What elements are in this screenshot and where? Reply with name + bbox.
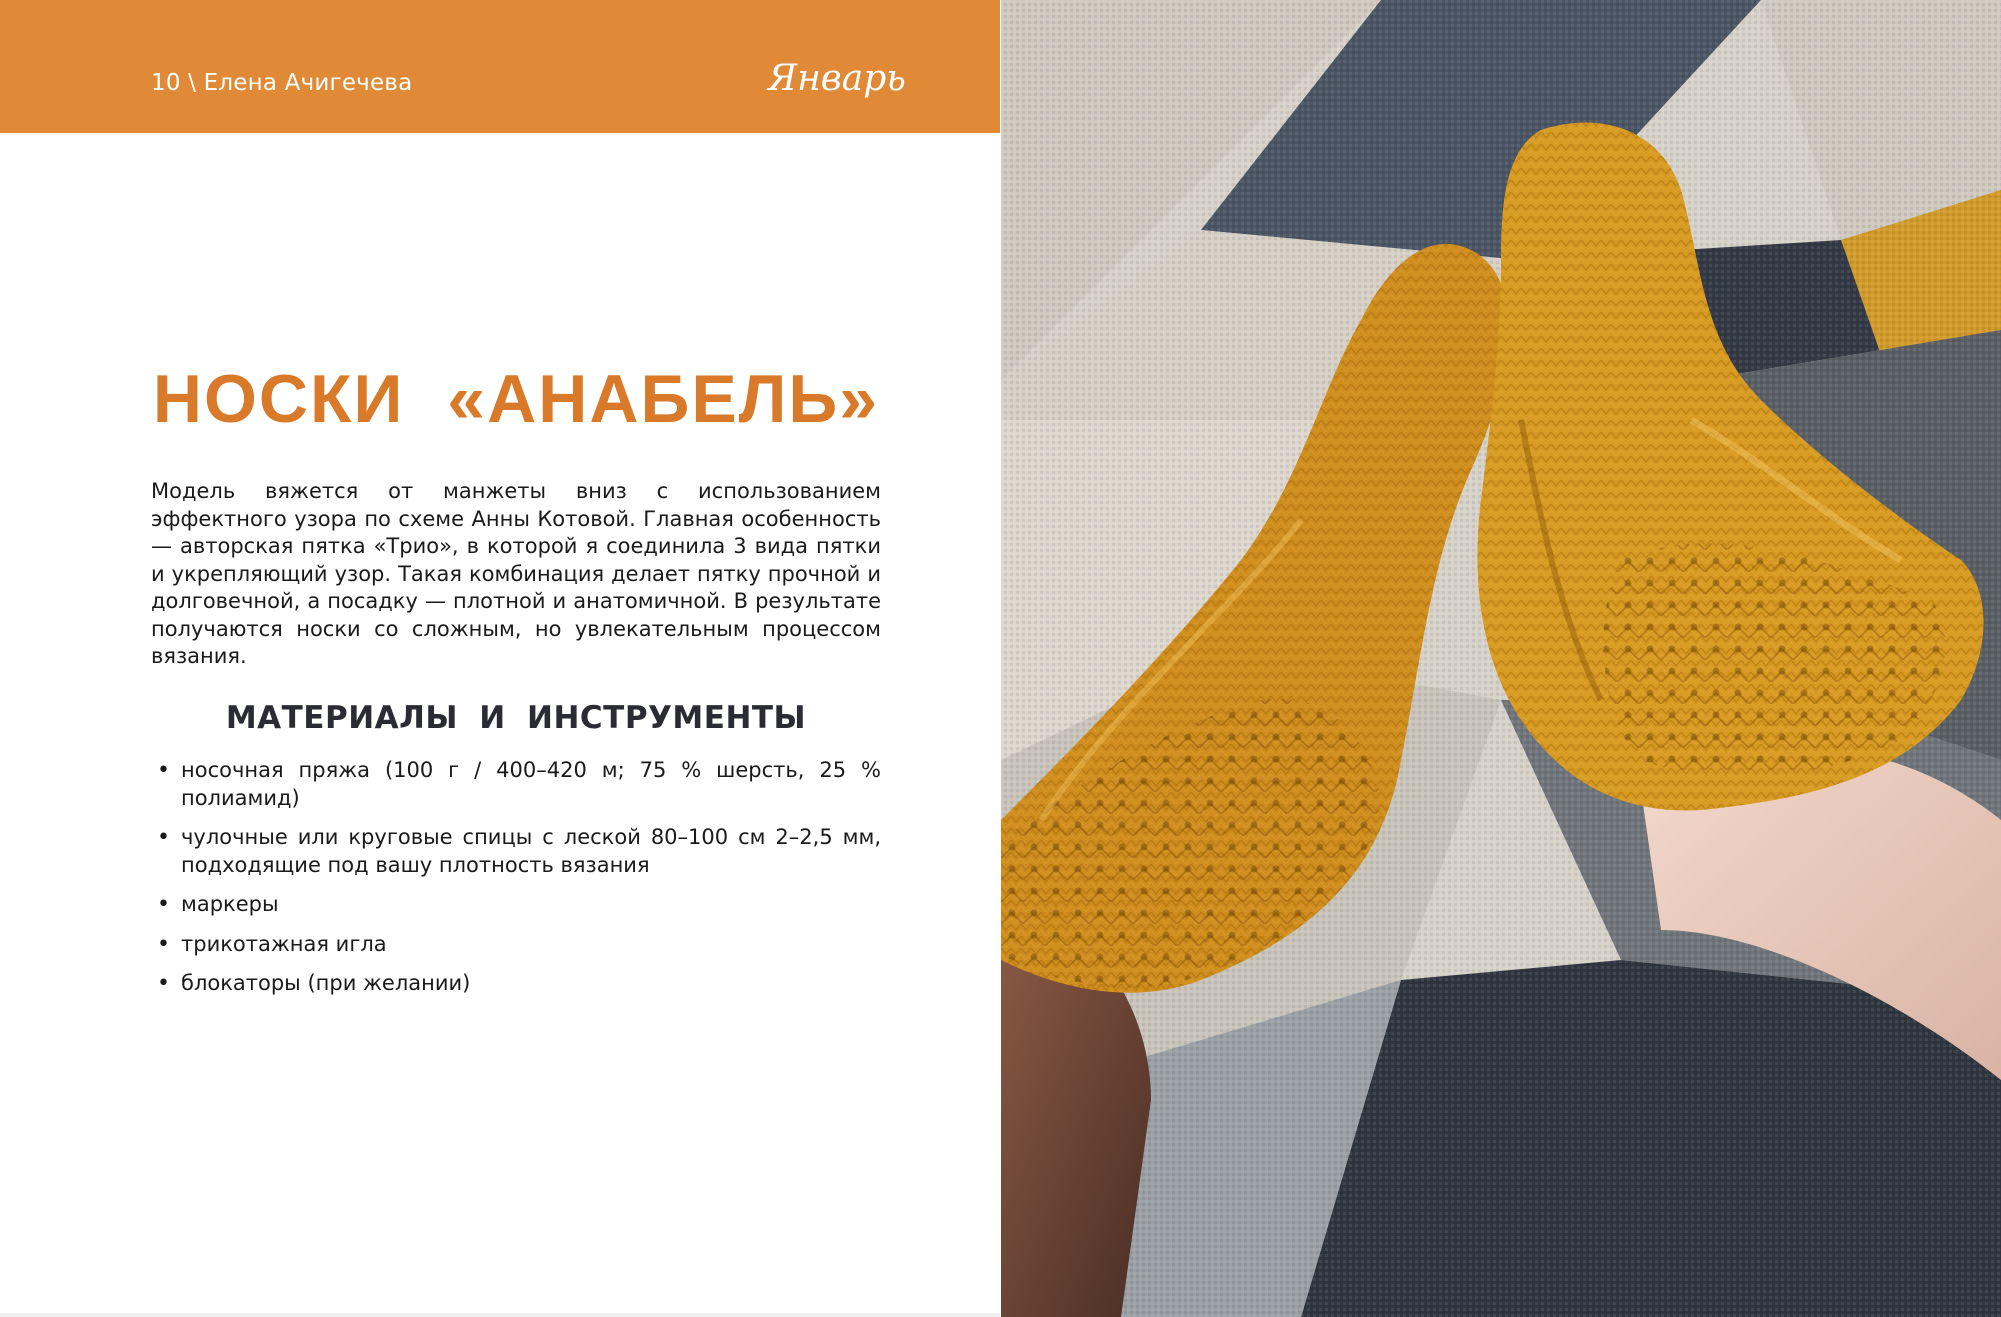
materials-list [151,757,881,1010]
list-item: • носочная пряжа (100 г / 400–420 м; 75 % шерсть, 25 % полиамид) [151,757,881,812]
list-item: • чулочные или круговые спицы с леской 80–100 см 2–2,5 мм, подходящие под вашу плотность вязания [151,824,881,879]
list-item: • маркеры [151,891,881,919]
left-page [0,0,1000,1317]
socks-photo-illustration [1001,0,2001,1317]
page-title: НОСКИ «АНАБЕЛЬ» [152,361,880,437]
list-item: • блокаторы (при желании) [151,970,881,998]
header-band [0,0,1000,133]
materials-heading: МАТЕРИАЛЫ И ИНСТРУМЕНТЫ [225,700,807,736]
month-label: Январь [768,58,906,99]
intro-paragraph: Модель вяжется от манжеты вниз с использованием эффектного узора по схеме Анны Котовой. Главная особенность — авторская пятка «Трио», в которой я соединила 3 вида пятки и укрепляющий узор. Такая комбинация делает пятку прочной и долговечной, а посадку — плотной и анатомичной. В результате получаются носки со сложным, но увлекательным процессом вязания. [151,479,881,668]
list-item: • трикотажная игла [151,931,881,959]
page-number-author: 10 \ Елена Ачигечева [151,70,413,96]
socks-photo [1001,0,2001,1317]
page-edge [0,1313,1000,1317]
